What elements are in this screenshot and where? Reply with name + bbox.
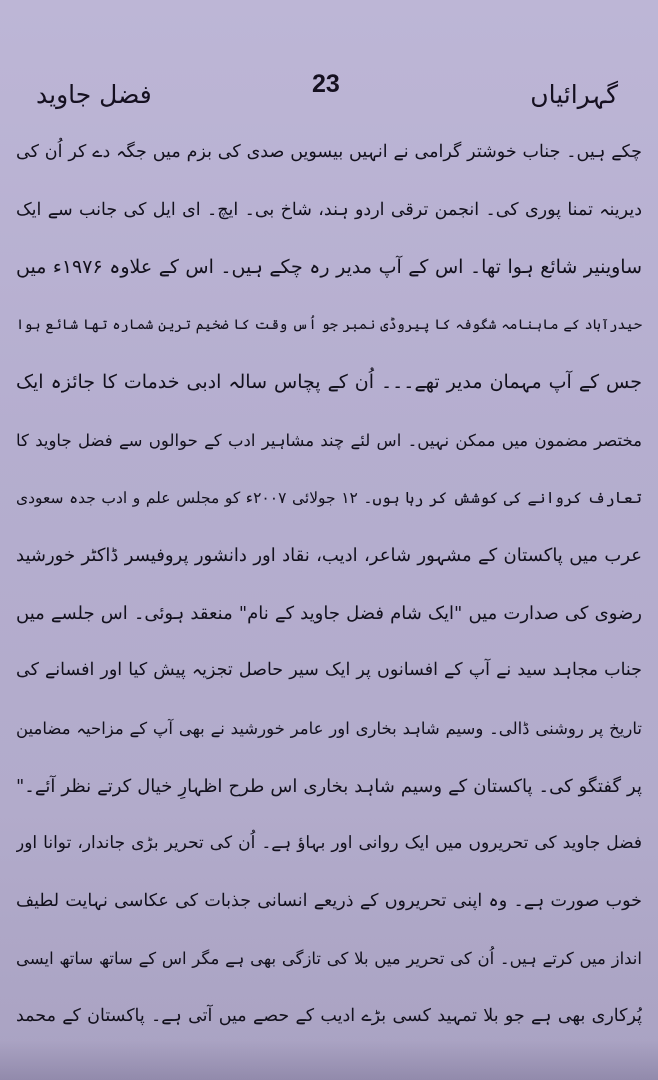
text-line: جناب مجاہد سید نے آپ کے افسانوں پر ایک سیر حاصل تجزیہ پیش کیا اور افسانے کی (16, 660, 642, 681)
body-text (16, 124, 642, 1046)
text-line: چکے ہیں۔ جناب خوشتر گرامی نے انہیں بیسویں صدی کی بزم میں جگہ دے کر اُن کی (16, 142, 642, 162)
text-line: ساوینیر شائع ہوا تھا۔ اس کے آپ مدیر رہ چکے ہیں۔ اس کے علاوہ ۱۹۷۶ء میں (16, 256, 642, 279)
book-title: گہرائیاں (530, 80, 618, 109)
text-line: مختصر مضمون میں ممکن نہیں۔ اس لئے چند مشاہیر ادب کے حوالوں سے فضل جاوید کا (16, 430, 642, 450)
text-line: عرب میں پاکستان کے مشہور شاعر، ادیب، نقاد اور دانشور پروفیسر ڈاکٹر خورشید (16, 545, 642, 567)
text-line: فضل جاوید کی تحریروں میں ایک روانی اور بہاؤ ہے۔ اُن کی تحریر بڑی جاندار، توانا اور (16, 833, 642, 854)
page-header (16, 70, 618, 114)
text-line: خوب صورت ہے۔ وہ اپنی تحریروں کے ذریعے انسانی جذبات کی عکاسی نہایت لطیف (16, 890, 642, 911)
page-number: 23 (312, 70, 340, 98)
text-line: دیرینہ تمنا پوری کی۔ انجمن ترقی اردو ہند، شاخ بی۔ ایچ۔ ای ایل کی جانب سے ایک (16, 199, 642, 220)
author-name: فضل جاوید (36, 80, 152, 109)
text-line: رضوی کی صدارت میں "ایک شام فضل جاوید کے نام" منعقد ہوئی۔ اس جلسے میں (16, 602, 642, 624)
text-line: جس کے آپ مہمان مدیر تھے۔۔۔ اُن کے پچاس سالہ ادبی خدمات کا جائزہ ایک (16, 371, 642, 394)
text-line: تعارف کروانے کی کوشش کر رہا ہوں۔ ۱۲ جولائی ۲۰۰۷ء کو مجلس علم و ادب جدہ سعودی (16, 488, 642, 507)
text-line: حیدرآباد کے ماہنامہ شگوفہ کا پیروڈی نمبر جو اُس وقت کا ضخیم ترین شمارہ تھا شائع ہوا (16, 316, 642, 333)
text-line: انداز میں کرتے ہیں۔ اُن کی تحریر میں بلا کی تازگی بھی ہے مگر اس کے ساتھ ساتھ ایسی (16, 949, 642, 969)
text-line: تاریخ پر روشنی ڈالی۔ وسیم شاہد بخاری اور عامر خورشید نے بھی آپ کے مزاحیہ مضامین (16, 718, 642, 738)
text-line: پُرکاری بھی ہے جو بلا تمہید کسی بڑے ادیب کے حصے میں آتی ہے۔ پاکستان کے محمد (16, 1005, 642, 1026)
text-line: پر گفتگو کی۔ پاکستان کے وسیم شاہد بخاری اس طرح اظہارِ خیال کرتے نظر آئے۔" (16, 775, 642, 797)
